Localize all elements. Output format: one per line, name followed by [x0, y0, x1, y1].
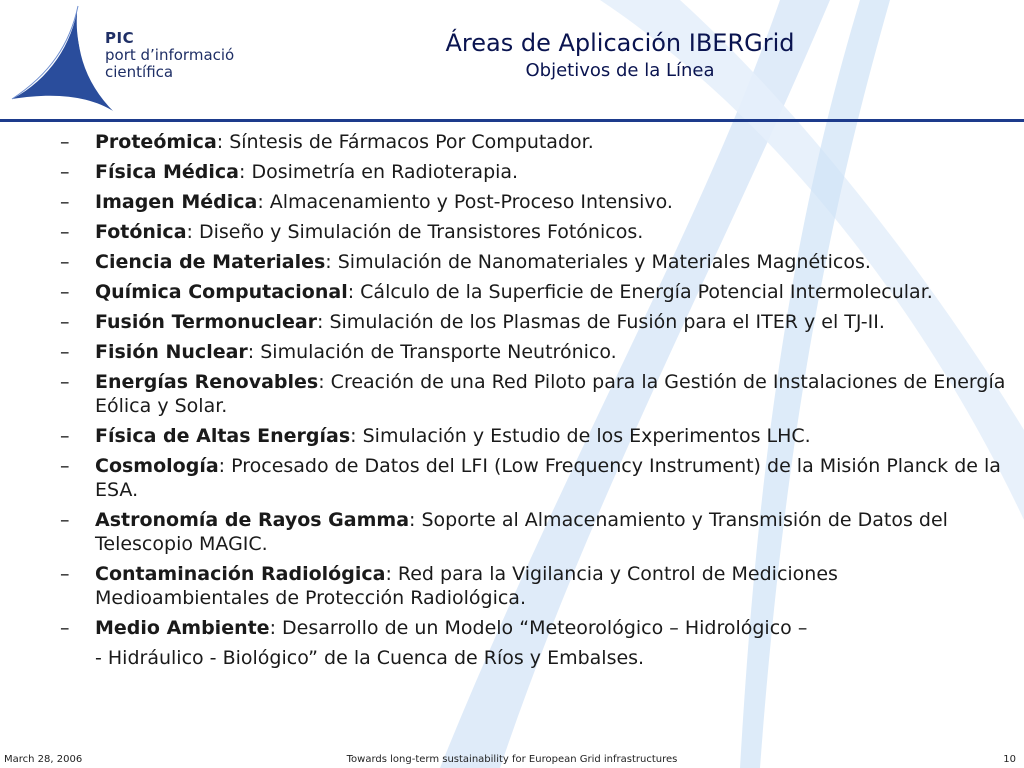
item-term: Cosmología	[95, 455, 219, 477]
item-term: Física de Altas Energías	[95, 425, 351, 447]
bullet-dash: –	[60, 161, 70, 183]
item-term: Ciencia de Materiales	[95, 251, 326, 273]
list-item	[60, 454, 1010, 502]
page-number: 10	[1003, 754, 1016, 765]
list-item	[60, 562, 1010, 610]
bullet-dash: –	[60, 509, 70, 531]
list-item	[60, 616, 1010, 640]
logo-brand: PIC	[105, 29, 135, 47]
bullet-dash: –	[60, 425, 70, 447]
footer-caption: Towards long-term sustainability for European Grid infrastructures	[346, 754, 678, 765]
bullet-dash: –	[60, 341, 70, 363]
item-text: : Almacenamiento y Post-Proceso Intensivo.	[257, 191, 673, 213]
list-item	[60, 250, 1010, 274]
list-item	[60, 190, 1010, 214]
item-text: : Cálculo de la Superficie de Energía Potencial Intermolecular.	[347, 281, 933, 303]
bullet-dash: –	[60, 563, 70, 585]
pic-logo	[10, 4, 260, 114]
bullet-dash: –	[60, 371, 70, 393]
header-divider	[0, 119, 1024, 122]
item-text: : Simulación y Estudio de los Experimentos LHC.	[350, 425, 811, 447]
item-text: : Dosimetría en Radioterapia.	[239, 161, 519, 183]
pic-logo-mark-icon	[10, 4, 120, 114]
item-term: Proteómica	[95, 131, 217, 153]
list-item-continuation	[60, 646, 1010, 670]
list-item	[60, 130, 1010, 154]
item-term: Energías Renovables	[95, 371, 319, 393]
slide-footer	[0, 754, 1024, 768]
item-text: : Diseño y Simulación de Transistores Fotónicos.	[186, 221, 644, 243]
item-text: : Simulación de los Plasmas de Fusión para el ITER y el TJ-II.	[317, 311, 885, 333]
bullet-dash: –	[60, 617, 70, 639]
page-subtitle: Objetivos de la Línea	[525, 60, 715, 81]
item-term: Fisión Nuclear	[95, 341, 248, 363]
item-term: Imagen Médica	[95, 191, 258, 213]
bullet-dash: –	[60, 281, 70, 303]
footer-date: March 28, 2006	[4, 754, 83, 765]
item-text: : Síntesis de Fármacos Por Computador.	[216, 131, 594, 153]
logo-line-2: científica	[105, 63, 174, 81]
page-title: Áreas de Aplicación IBERGrid	[445, 29, 795, 57]
list-item	[60, 370, 1010, 418]
item-text: : Creación de una Red Piloto para la Gestión de Instalaciones de Energía Eólica y Solar.	[95, 371, 1006, 417]
bullet-list	[60, 130, 1010, 676]
list-item	[60, 508, 1010, 556]
item-text: : Procesado de Datos del LFI (Low Frequency Instrument) de la Misión Planck de la ESA.	[95, 455, 1001, 501]
list-item	[60, 424, 1010, 448]
list-item	[60, 220, 1010, 244]
item-term: Química Computacional	[95, 281, 348, 303]
item-text: : Simulación de Nanomateriales y Materiales Magnéticos.	[325, 251, 871, 273]
list-item	[60, 280, 1010, 304]
item-text: : Red para la Vigilancia y Control de Mediciones Medioambientales de Protección Radiológica.	[95, 563, 838, 609]
bullet-dash: –	[60, 455, 70, 477]
list-item	[60, 310, 1010, 334]
item-term: Contaminación Radiológica	[95, 563, 386, 585]
title-block	[300, 28, 940, 82]
bullet-dash: –	[60, 131, 70, 153]
item-term: Astronomía de Rayos Gamma	[95, 509, 410, 531]
item-term: Fotónica	[95, 221, 187, 243]
bullet-dash: –	[60, 191, 70, 213]
list-item	[60, 340, 1010, 364]
item-text: : Desarrollo de un Modelo “Meteorológico – Hidrológico –	[269, 617, 808, 639]
list-item	[60, 160, 1010, 184]
item-term: Física Médica	[95, 161, 240, 183]
item-text: : Simulación de Transporte Neutrónico.	[247, 341, 617, 363]
logo-line-1: port d’informació	[105, 46, 235, 64]
bullet-dash: –	[60, 311, 70, 333]
item-text: : Soporte al Almacenamiento y Transmisión de Datos del Telescopio MAGIC.	[95, 509, 948, 555]
continuation-text: - Hidráulico - Biológico” de la Cuenca de Ríos y Embalses.	[95, 647, 645, 669]
item-term: Fusión Termonuclear	[95, 311, 318, 333]
item-term: Medio Ambiente	[95, 617, 270, 639]
bullet-dash: –	[60, 221, 70, 243]
bullet-dash: –	[60, 251, 70, 273]
